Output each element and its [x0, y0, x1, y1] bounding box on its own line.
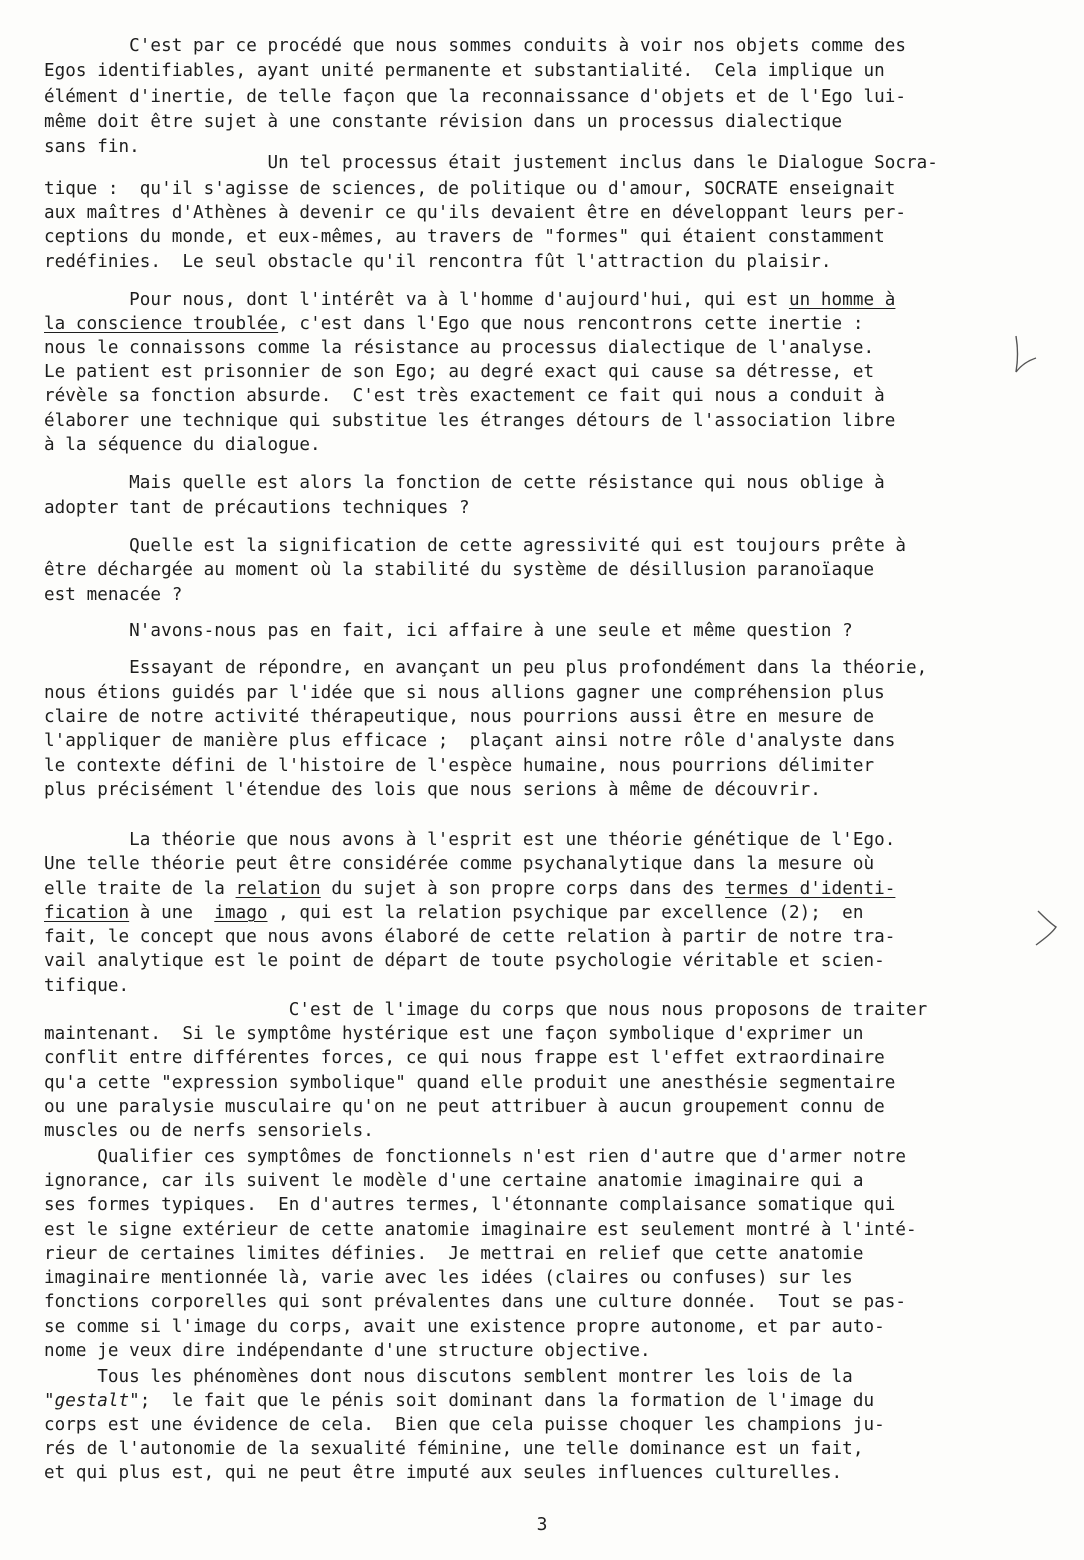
text-line: corps est une évidence de cela. Bien que cela puisse choquer les champions ju- — [44, 1415, 885, 1435]
text-line: nous le connaissons comme la résistance au processus dialectique de l'analyse. — [44, 338, 875, 358]
text-line: Une telle théorie peut être considérée comme psychanalytique dans la mesure où — [44, 854, 875, 874]
text-line: Egos identifiables, ayant unité permanente et substantialité. Cela implique un — [44, 61, 885, 81]
underlined-phrase: termes d'identi- — [725, 879, 896, 899]
page-number: 3 — [536, 1514, 548, 1535]
text-line: est le signe extérieur de cette anatomie imaginaire est seulement montré à l'inté- — [44, 1220, 917, 1240]
text-line: Quelle est la signification de cette agressivité qui est toujours prête à — [44, 536, 907, 556]
text-line: muscles ou de nerfs sensoriels. — [44, 1121, 374, 1141]
text-line: Un tel processus était justement inclus dans le Dialogue Socra- — [44, 153, 938, 173]
text-line: N'avons-nous pas en fait, ici affaire à une seule et même question ? — [44, 621, 853, 641]
text-line: qu'a cette "expression symbolique" quand elle produit une anesthésie segmentaire — [44, 1073, 896, 1093]
text-line: est menacée ? — [44, 585, 183, 605]
text-line: Tous les phénomènes dont nous discutons semblent montrer les lois de la — [44, 1367, 853, 1387]
text-line: ses formes typiques. En d'autres termes, l'étonnante complaisance somatique qui — [44, 1195, 896, 1215]
text-line: nome je veux dire indépendante d'une structure objective. — [44, 1341, 651, 1361]
text-line: La théorie que nous avons à l'esprit est une théorie génétique de l'Ego. — [44, 830, 896, 850]
text-line: fication à une imago , qui est la relation psychique par excellence (2); en — [44, 903, 864, 923]
text-line: Essayant de répondre, en avançant un peu plus profondément dans la théorie, — [44, 658, 928, 678]
underlined-phrase: fication — [44, 903, 130, 923]
text-line: Le patient est prisonnier de son Ego; au degré exact qui cause sa détresse, et — [44, 362, 875, 382]
underlined-phrase: imago — [214, 903, 268, 923]
text-line: tifique. — [44, 976, 130, 996]
text-line: nous étions guidés par l'idée que si nous allions gagner une compréhension plus — [44, 683, 885, 703]
text-line: maintenant. Si le symptôme hystérique est une façon symbolique d'exprimer un — [44, 1024, 864, 1044]
text-line: élaborer une technique qui substitue les étranges détours de l'association libre — [44, 411, 896, 431]
text-line: se comme si l'image du corps, avait une existence propre autonome, et par auto- — [44, 1317, 885, 1337]
text-line: claire de notre activité thérapeutique, nous pourrions aussi être en mesure de — [44, 707, 875, 727]
text-line: le contexte défini de l'histoire de l'espèce humaine, nous pourrions délimiter — [44, 756, 875, 776]
text-line: être déchargée au moment où la stabilité du système de désillusion paranoïaque — [44, 560, 875, 580]
text-line: ou une paralysie musculaire qu'on ne peut attribuer à aucun groupement connu de — [44, 1097, 885, 1117]
text-line: ignorance, car ils suivent le modèle d'une certaine anatomie imaginaire qui a — [44, 1171, 864, 1191]
underlined-phrase: relation — [235, 879, 321, 899]
text-line: fonctions corporelles qui sont prévalentes dans une culture donnée. Tout se pas- — [44, 1292, 907, 1312]
text-line: rés de l'autonomie de la sexualité féminine, une telle dominance est un fait, — [44, 1439, 864, 1459]
text-line: Pour nous, dont l'intérêt va à l'homme d'aujourd'hui, qui est un homme à — [44, 290, 896, 310]
text-line: tique : qu'il s'agisse de sciences, de politique ou d'amour, SOCRATE enseignait — [44, 179, 896, 199]
text-line: à la séquence du dialogue. — [44, 435, 321, 455]
margin-check-mark-2 — [1030, 905, 1074, 949]
text-line: la conscience troublée, c'est dans l'Ego que nous rencontrons cette inertie : — [44, 314, 864, 334]
margin-check-mark-1 — [1004, 330, 1044, 382]
italic-phrase: "gestalt" — [44, 1391, 140, 1411]
text-line: Qualifier ces symptômes de fonctionnels n'est rien d'autre que d'armer notre — [44, 1147, 907, 1167]
text-line: Mais quelle est alors la fonction de cette résistance qui nous oblige à — [44, 473, 885, 493]
text-line: C'est de l'image du corps que nous nous proposons de traiter — [44, 1000, 928, 1020]
text-line: élément d'inertie, de telle façon que la reconnaissance d'objets et de l'Ego lui- — [44, 87, 907, 107]
text-line: révèle sa fonction absurde. C'est très exactement ce fait qui nous a conduit à — [44, 386, 885, 406]
text-line: sans fin. — [44, 137, 140, 157]
text-line: l'appliquer de manière plus efficace ; plaçant ainsi notre rôle d'analyste dans — [44, 731, 896, 751]
text-line: plus précisément l'étendue des lois que nous serions à même de découvrir. — [44, 780, 821, 800]
text-line: même doit être sujet à une constante révision dans un processus dialectique — [44, 112, 843, 132]
text-line: redéfinies. Le seul obstacle qu'il rencontra fût l'attraction du plaisir. — [44, 252, 832, 272]
text-line: fait, le concept que nous avons élaboré de cette relation à partir de notre tra- — [44, 927, 896, 947]
underlined-phrase: un homme à — [788, 290, 896, 310]
text-line: elle traite de la relation du sujet à son propre corps dans des termes d'identi- — [44, 879, 896, 899]
text-line: vail analytique est le point de départ de toute psychologie véritable et scien- — [44, 951, 885, 971]
text-line: imaginaire mentionnée là, varie avec les idées (claires ou confuses) sur les — [44, 1268, 853, 1288]
text-line: C'est par ce procédé que nous sommes conduits à voir nos objets comme des — [44, 36, 907, 56]
text-line: aux maîtres d'Athènes à devenir ce qu'ils devaient être en développant leurs per- — [44, 203, 907, 223]
text-line: et qui plus est, qui ne peut être imputé aux seules influences culturelles. — [44, 1463, 843, 1483]
text-line: conflit entre différentes forces, ce qui nous frappe est l'effet extraordinaire — [44, 1048, 885, 1068]
text-line: rieur de certaines limites définies. Je mettrai en relief que cette anatomie — [44, 1244, 864, 1264]
text-line: ceptions du monde, et eux-mêmes, au travers de "formes" qui étaient constamment — [44, 227, 885, 247]
text-line: "gestalt"; le fait que le pénis soit dominant dans la formation de l'image du — [44, 1391, 875, 1411]
text-line: adopter tant de précautions techniques ? — [44, 498, 470, 518]
underlined-phrase: la conscience troublée — [44, 314, 279, 334]
